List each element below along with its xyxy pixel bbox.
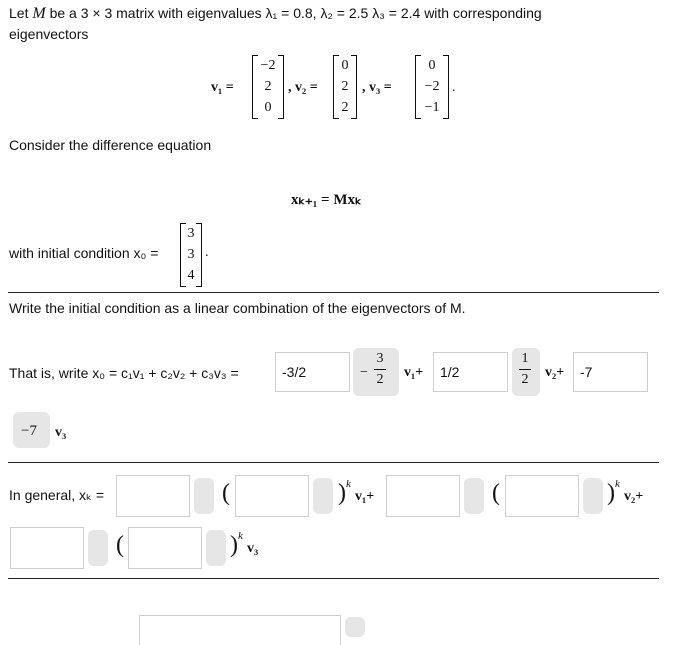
divider — [8, 462, 659, 463]
c2-input[interactable]: 1/2 — [433, 352, 508, 392]
c1-preview-sign: − — [360, 365, 368, 380]
power-k: k — [238, 530, 243, 542]
general-v3-term: v₃ — [247, 541, 259, 556]
c3-input[interactable]: -7 — [573, 352, 648, 392]
v3-entry: 0 — [428, 58, 436, 73]
open-paren: ( — [492, 480, 500, 506]
x0-entry: 4 — [187, 268, 195, 283]
power-k: k — [346, 478, 351, 490]
x0-entry: 3 — [187, 226, 195, 241]
c2-numerator: 1 — [521, 351, 529, 366]
v1-label: v₁ = — [211, 80, 234, 95]
x0-period: . — [205, 245, 209, 260]
general-lambda1-preview — [313, 478, 333, 514]
intro-let: Let — [9, 5, 29, 21]
write-prompt: Write the initial condition as a linear combination of the eigenvectors of M. — [9, 300, 466, 316]
general-v2-term: v₂+ — [624, 489, 644, 504]
v3-entry: −1 — [424, 100, 440, 115]
v3-entry: −2 — [424, 79, 440, 94]
that-is-label: That is, write x₀ = c₁v₁ + c₂v₂ + c₃v₃ = — [9, 365, 239, 381]
c3-preview-value: −7 — [21, 423, 37, 439]
v2-label: , v₂ = — [288, 80, 318, 95]
close-paren: ) — [338, 480, 346, 506]
general-v1-term: v₁+ — [355, 489, 375, 504]
power-k: k — [615, 478, 620, 490]
v2-term: v₂+ — [545, 365, 565, 380]
v2-entry: 0 — [341, 58, 349, 73]
consider-text: Consider the difference equation — [9, 137, 212, 153]
close-paren: ) — [607, 480, 615, 506]
v1-entry: 0 — [264, 100, 272, 115]
divider — [8, 292, 659, 293]
c1-denominator: 2 — [376, 372, 384, 387]
c1-input[interactable]: -3/2 — [275, 352, 350, 392]
divider — [8, 578, 659, 579]
v3-term: v₃ — [55, 425, 67, 440]
v3-label: , v₃ = — [362, 80, 392, 95]
v1-entry: 2 — [264, 79, 272, 94]
general-lambda2-input[interactable] — [505, 475, 579, 517]
intro-rest: be a 3 × 3 matrix with eigenvalues λ₁ = 0.8, λ₂ = 2.5 λ₃ = 2.4 with corresponding — [49, 5, 542, 21]
v1-term: v₁+ — [404, 365, 424, 380]
next-input[interactable] — [139, 615, 341, 645]
problem-intro — [9, 3, 669, 44]
c1-preview-fraction — [374, 351, 386, 388]
general-coef2-input[interactable] — [386, 475, 460, 517]
difference-equation: xₖ₊₁ = Mxₖ — [291, 192, 362, 208]
v3-matrix — [415, 55, 449, 119]
v1-matrix — [252, 55, 284, 119]
close-paren: ) — [230, 532, 238, 558]
next-preview — [345, 617, 365, 637]
c2-denominator: 2 — [521, 372, 529, 387]
x0-matrix — [180, 223, 202, 287]
v2-matrix — [333, 55, 357, 119]
intro-eigenvectors: eigenvectors — [9, 26, 89, 42]
general-lambda3-preview — [206, 530, 226, 566]
v1-entry: −2 — [260, 58, 276, 73]
open-paren: ( — [116, 532, 124, 558]
general-lambda2-preview — [583, 478, 603, 514]
general-label: In general, xₖ = — [9, 487, 105, 503]
v2-entry: 2 — [341, 79, 349, 94]
general-coef3-preview — [88, 530, 108, 566]
x0-entry: 3 — [187, 247, 195, 262]
general-lambda1-input[interactable] — [235, 475, 309, 517]
vectors-period: . — [452, 80, 456, 95]
v2-entry: 2 — [341, 100, 349, 115]
general-coef2-preview — [464, 478, 484, 514]
c2-preview-fraction — [519, 351, 531, 388]
open-paren: ( — [222, 480, 230, 506]
general-coef1-preview — [194, 478, 214, 514]
intro-matrix-symbol: M — [32, 5, 46, 22]
general-lambda3-input[interactable] — [128, 527, 202, 569]
c1-numerator: 3 — [376, 351, 384, 366]
initial-condition-label: with initial condition x₀ = — [9, 245, 159, 261]
general-coef1-input[interactable] — [116, 475, 190, 517]
general-coef3-input[interactable] — [10, 527, 84, 569]
